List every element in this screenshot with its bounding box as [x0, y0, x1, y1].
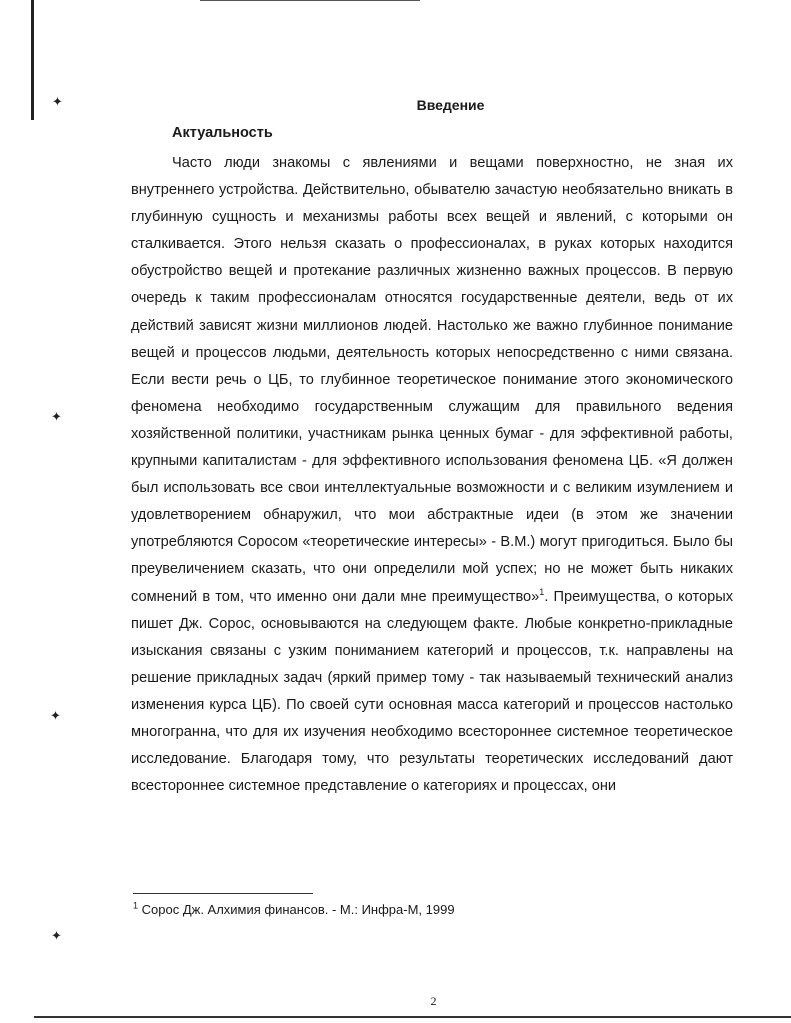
- section-subheading: Актуальность: [172, 125, 273, 141]
- body-text-part-1: Часто люди знакомы с явлениями и вещами поверхностно, не зная их внутреннего устройства. Действительно, обывателю зачастую необязательно вникать в глубинную сущность и механизмы работы всех вещей и явлений, с которыми он сталкивается. Этого нельзя сказать о профессионалах, в руках которых находится обустройство вещей и протекание различных жизненно важных процессов. В первую очередь к таким профессионалам относятся государственные деятели, ведь от их действий зависят жизни миллионов людей. Настолько же важно глубинное понимание вещей и процессов людьми, деятельность которых непосредственно с ними связана. Если вести речь о ЦБ, то глубинное теоретическое понимание этого экономического феномена необходимо государственным служащим для правильного ведения хозяйственной политики, участникам рынка ценных бумаг - для эффективной работы, крупными капиталистам - для эффективного использования феномена ЦБ. «Я должен был использовать все свои интеллектуальные возможности и с великим изумлением и удовлетворением обнаружил, что мои абстрактные идеи (в этом же значении употребляются Соросом «теоретические интересы» - В.М.) могут пригодиться. Было бы преувеличением сказать, что они определили мой успех; но не может быть никаких сомнений в том, что именно они дали мне преимущество»: [131, 155, 733, 605]
- footnote-number: 1: [133, 900, 139, 911]
- binding-mark-1: ✦: [52, 94, 63, 109]
- scan-edge-top: [200, 0, 420, 1]
- page-number: 2: [430, 994, 437, 1008]
- footnote-reference[interactable]: 1: [539, 586, 545, 597]
- page-heading: Введение: [416, 97, 485, 113]
- body-text-part-2: . Преимущества, о которых пишет Дж. Сорос, основываются на следующем факте. Любые конкретно-прикладные изыскания связаны с узким пониманием категорий и процессов, т.к. направлены на решение прикладных задач (яркий пример тому - так называемый технический анализ изменения курса ЦБ). По своей сути основная масса категорий и процессов настолько многогранна, что для их изучения необходимо всестороннее системное теоретическое исследование. Благодаря тому, что результаты теоретических исследований дают всестороннее системное представление о категориях и процессах, они: [131, 588, 733, 795]
- footnote-separator: [133, 893, 313, 894]
- footnote-text: Сорос Дж. Алхимия финансов. - М.: Инфра-М, 1999: [138, 902, 455, 917]
- scan-edge-bottom: [34, 1016, 791, 1018]
- body-paragraph: [131, 150, 733, 800]
- binding-mark-2: ✦: [51, 409, 62, 424]
- binding-mark-4: ✦: [51, 928, 62, 943]
- binding-mark-3: ✦: [50, 708, 61, 723]
- footnote: [133, 902, 455, 917]
